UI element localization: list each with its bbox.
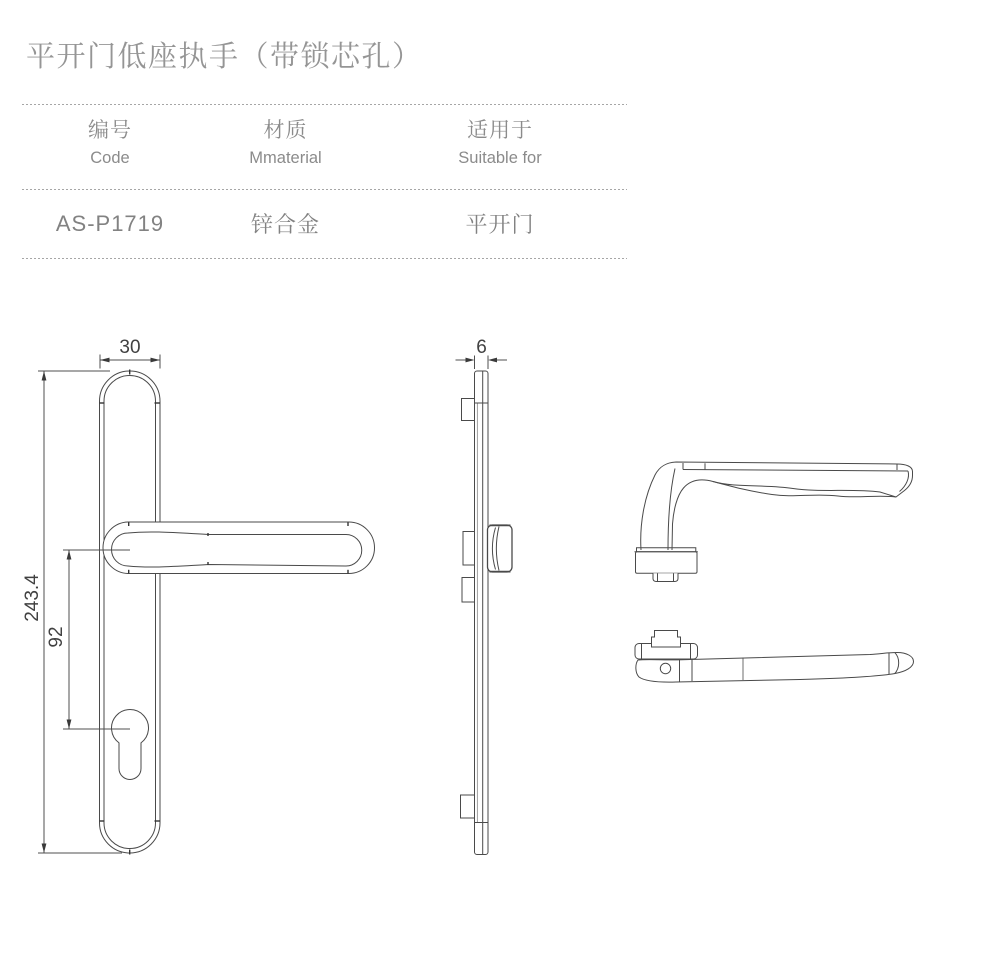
lever-grip-groove bbox=[713, 482, 896, 498]
dim-243-arrow-top bbox=[42, 371, 47, 381]
hub-boss-outline bbox=[488, 525, 513, 572]
dim-hole-spacing-label: 92 bbox=[46, 626, 68, 648]
plate-profile-outline bbox=[475, 371, 489, 855]
dim-6-arrow-left bbox=[466, 358, 475, 363]
column-header-code-en: Code bbox=[90, 149, 130, 167]
value-material: 锌合金 bbox=[250, 212, 320, 237]
spindle-stub bbox=[653, 573, 678, 581]
handle-hub-boss bbox=[488, 525, 513, 572]
value-code: AS-P1719 bbox=[55, 210, 165, 236]
column-header-suitable-zh: 适用于 bbox=[467, 119, 533, 142]
dim-plate-height-label: 243.4 bbox=[22, 574, 44, 622]
dim-6-arrow-right bbox=[488, 358, 497, 363]
plan-spindle-stub bbox=[652, 631, 681, 648]
dim-243-arrow-bottom bbox=[42, 844, 47, 854]
handle-plan-view bbox=[635, 631, 914, 683]
column-header-material-en: Mmaterial bbox=[249, 149, 322, 167]
handle-front bbox=[103, 522, 375, 574]
lever-outline bbox=[641, 462, 913, 550]
backplate-outer-outline bbox=[100, 371, 161, 853]
mounting-tab bbox=[461, 795, 475, 818]
column-header-suitable-en: Suitable for bbox=[458, 149, 542, 167]
dim-30-arrow-right bbox=[151, 358, 161, 363]
lever-top-face-line bbox=[683, 470, 908, 472]
rose-flange bbox=[637, 548, 696, 552]
dim-30-arrow-left bbox=[100, 358, 110, 363]
mounting-tabs bbox=[461, 399, 476, 819]
rose-body bbox=[636, 552, 698, 574]
mounting-tab bbox=[462, 399, 475, 421]
column-header-material-zh: 材质 bbox=[263, 119, 308, 142]
handle-side-view bbox=[635, 462, 913, 582]
side-view bbox=[456, 337, 513, 855]
page-title: 平开门低座执手（带锁芯孔） bbox=[26, 41, 423, 73]
dim-92-arrow-top bbox=[67, 550, 72, 560]
dim-plate-thickness-label: 6 bbox=[476, 337, 487, 358]
value-suitable: 平开门 bbox=[465, 212, 535, 237]
dimension-plate-width bbox=[100, 337, 160, 369]
dimension-plate-thickness bbox=[456, 337, 508, 369]
dim-92-arrow-bottom bbox=[67, 720, 72, 730]
front-view bbox=[22, 337, 374, 855]
dim-plate-width-label: 30 bbox=[119, 337, 141, 358]
mounting-tab bbox=[463, 532, 475, 566]
mounting-tab bbox=[462, 578, 475, 603]
column-header-code-zh: 编号 bbox=[88, 119, 132, 142]
